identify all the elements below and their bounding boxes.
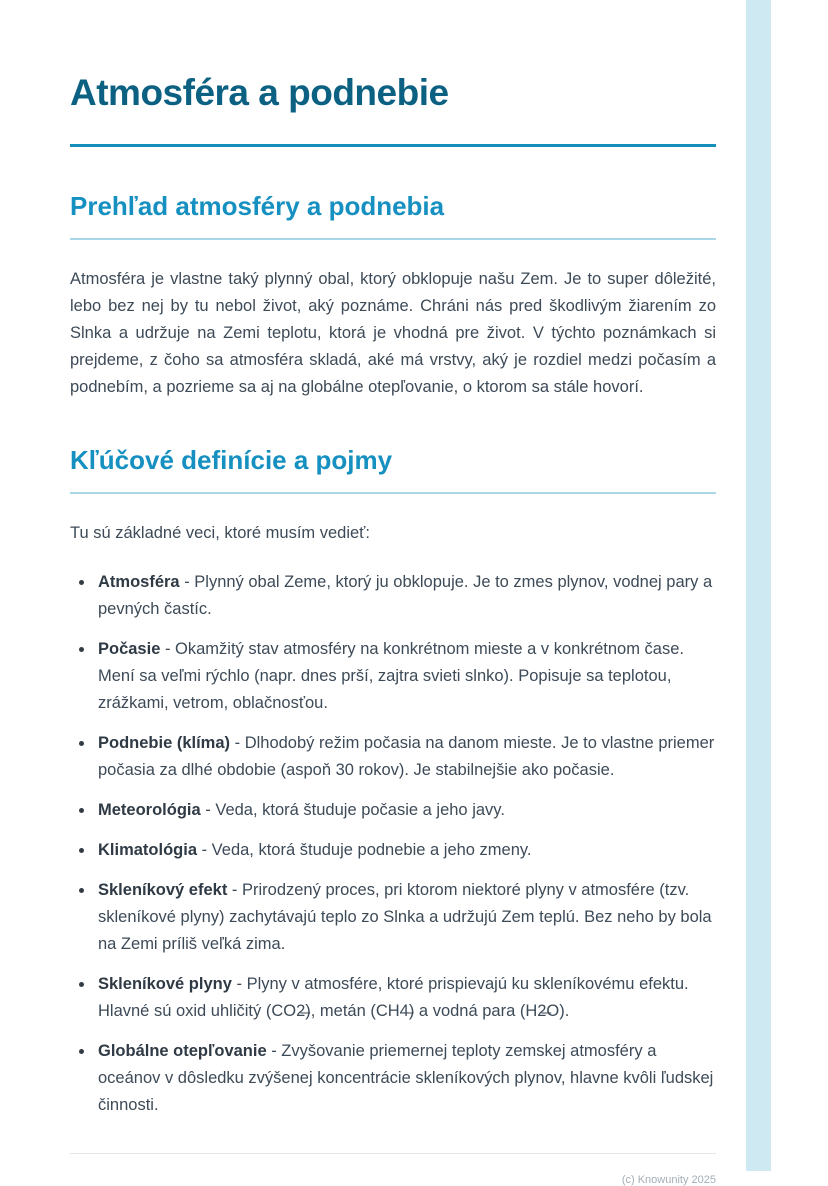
list-item [98,971,716,1025]
definition-text: - Plyny v atmosfére, ktoré prispievajú ku skleníkovému efektu. Hlavné sú oxid uhličitý (CO2̶), metán (CH4̶) a vodná para (H2̶O). [98,975,689,1020]
list-item [98,837,716,864]
overview-paragraph: Atmosféra je vlastne taký plynný obal, ktorý obklopuje našu Zem. Je to super dôležité, lebo bez nej by tu nebol život, aký poznáme. Chráni nás pred škodlivým žiarením zo Slnka a udržuje na Zemi teplotu, ktorá je vhodná pre život. V týchto poznámkach si prejdeme, z čoho sa atmosféra skladá, aké má vrstvy, aký je rozdiel medzi počasím a podnebím, a pozrieme sa aj na globálne otepľovanie, o ktorom sa stále hovorí. [70,270,716,396]
section-heading-overview: Prehľad atmosféry a podnebia [70,191,716,240]
definition-text: - Okamžitý stav atmosféry na konkrétnom mieste a v konkrétnom čase. Mení sa veľmi rýchlo (napr. dnes prší, zajtra svieti slnko). Popisuje sa teplotou, zrážkami, vetrom, oblačnosťou. [98,640,684,712]
definition-text: - Veda, ktorá študuje počasie a jeho javy. [200,801,505,819]
document-content [70,0,716,1186]
list-item [98,636,716,717]
list-item [98,797,716,824]
definition-term: Skleníkové plyny [98,975,232,993]
section-heading-definitions: Kľúčové definície a pojmy [70,445,716,494]
side-strip [746,0,771,1171]
definition-term: Podnebie (klíma) [98,734,231,752]
definition-text: - Dlhodobý režim počasia na danom mieste. Je to vlastne priemer počasia za dlhé obdobie (aspoň 30 rokov). Je stabilnejšie ako počasie. [98,734,715,779]
definition-text: - Veda, ktorá študuje podnebie a jeho zmeny. [197,841,532,859]
definition-term: Skleníkový efekt [98,881,228,899]
list-item [98,569,716,623]
definition-term: Globálne otepľovanie [98,1042,267,1060]
footer-copyright: (c) Knowunity 2025 [621,1174,716,1186]
definitions-list [70,569,716,1119]
definition-term: Počasie [98,640,161,658]
definitions-intro: Tu sú základné veci, ktoré musím vedieť: [70,524,370,542]
definition-term: Atmosféra [98,573,180,591]
definition-text: - Prirodzený proces, pri ktorom niektoré plyny v atmosfére (tzv. skleníkové plyny) zachytávajú teplo zo Slnka a udržujú Zem teplú. Bez neho by bola na Zemi príliš veľká zima. [98,881,712,953]
page-title: Atmosféra a podnebie [70,72,449,113]
definition-text: - Zvyšovanie priemernej teploty zemskej atmosféry a oceánov v dôsledku zvýšenej koncentrácie skleníkových plynov, hlavne kvôli ľudskej činnosti. [98,1042,714,1114]
definition-term: Klimatológia [98,841,198,859]
title-divider [70,144,716,147]
bottom-divider [70,1153,716,1154]
definition-text: - Plynný obal Zeme, ktorý ju obklopuje. Je to zmes plynov, vodnej pary a pevných častíc. [98,573,713,618]
list-item [98,730,716,784]
list-item [98,1038,716,1119]
list-item [98,877,716,958]
definition-term: Meteorológia [98,801,201,819]
